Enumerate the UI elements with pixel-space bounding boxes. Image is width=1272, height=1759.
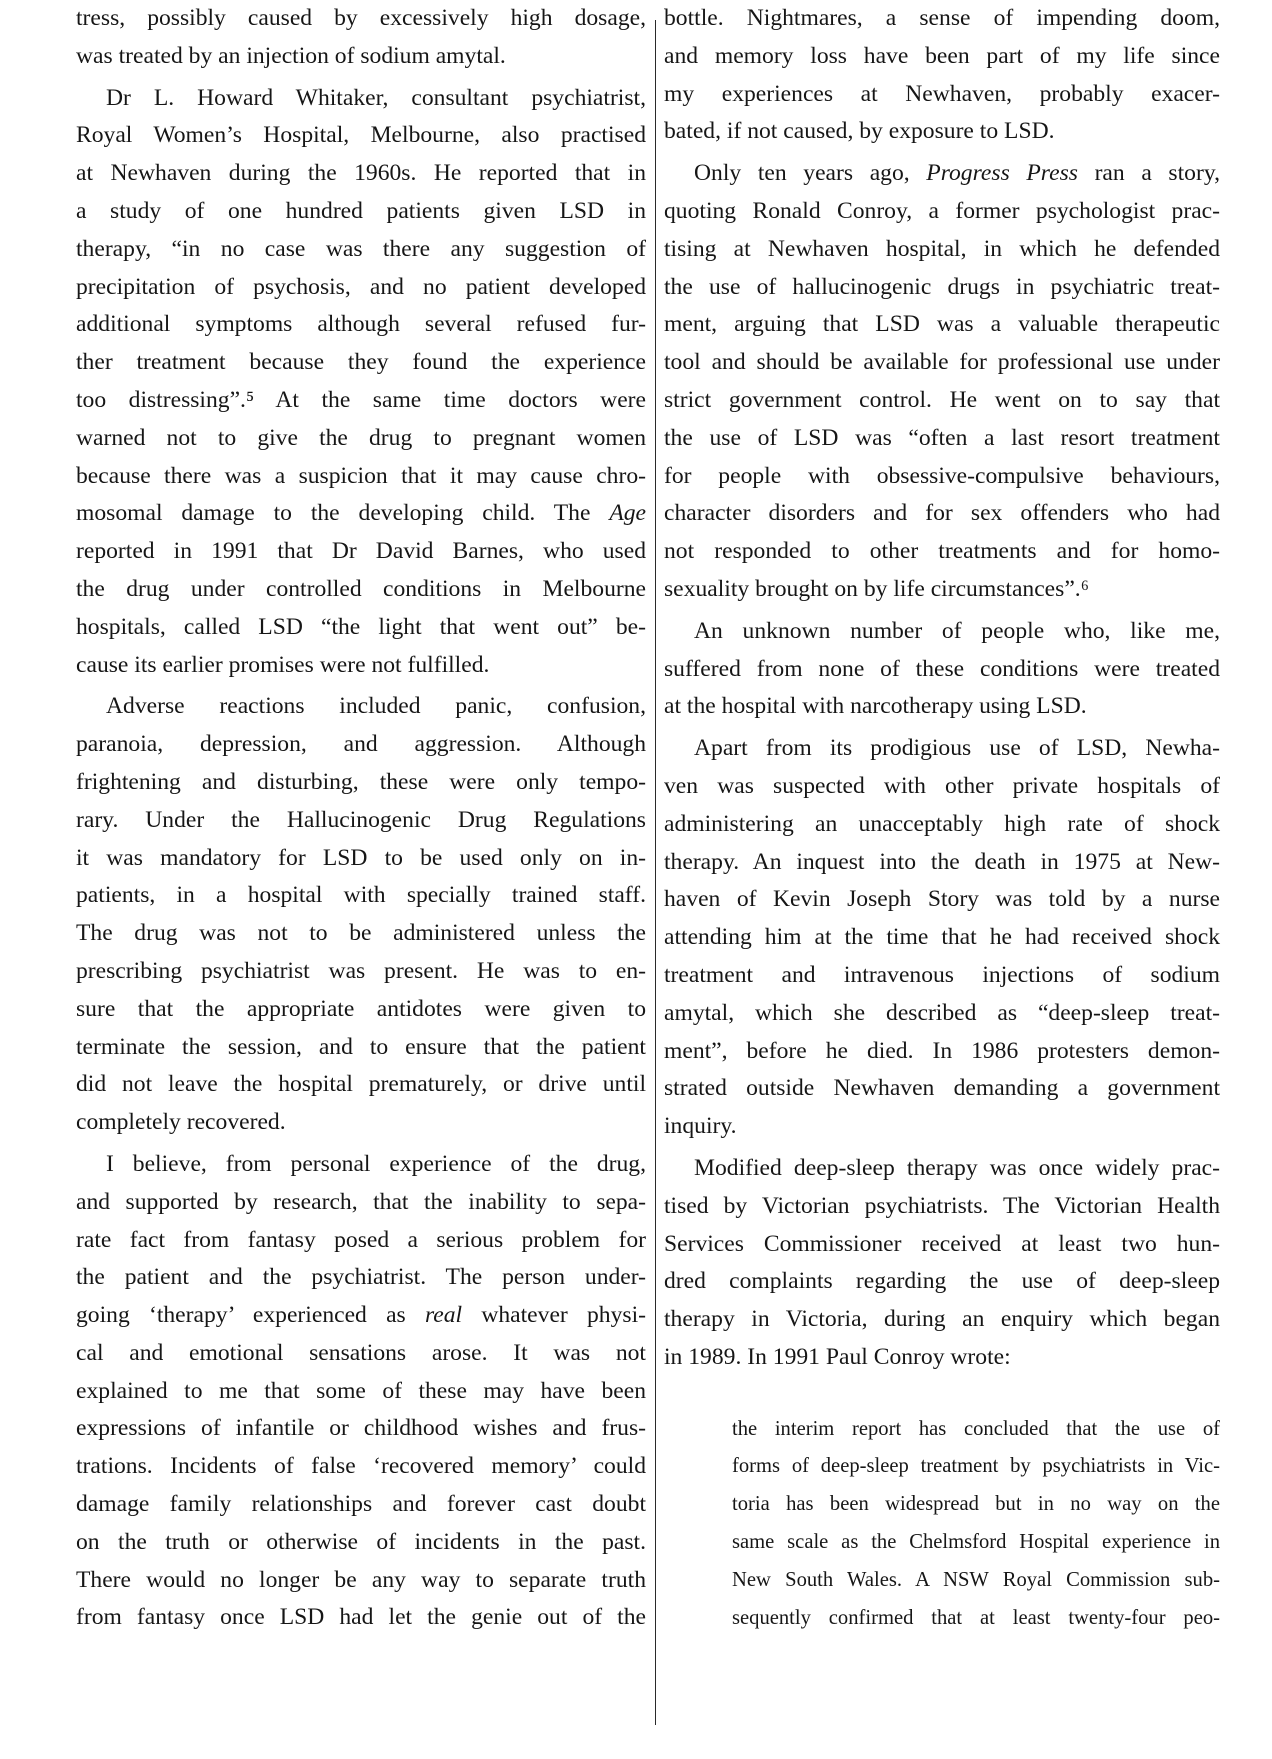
text-line: suffered from none of these conditions were treated [664,655,1220,682]
text-line: rate fact from fantasy posed a serious problem for [76,1226,646,1253]
text-line: rary. Under the Hallucinogenic Drug Regulations [76,806,646,833]
text-line: precipitation of psychosis, and no patient developed [76,273,646,300]
text-line: and memory loss have been part of my life since [664,42,1220,69]
text-line: warned not to give the drug to pregnant women [76,424,646,451]
text-line: for people with obsessive-compulsive behaviours, [664,462,1220,489]
italic-text: Progress Press [926,160,1078,187]
text-line: cause its earlier promises were not fulfilled. [76,651,490,678]
text-line: a study of one hundred patients given LSD in [76,197,646,224]
quote-line: sequently confirmed that at least twenty-four peo- [732,1606,1220,1629]
block-quote [664,1411,1220,1638]
text-line: because there was a suspicion that it may cause chro- [76,462,646,489]
quote-line: same scale as the Chelmsford Hospital experience in [732,1531,1220,1554]
text-line: administering an unacceptably high rate of shock [664,810,1220,837]
text-line: on the truth or otherwise of incidents in the past. [76,1528,646,1555]
text-line: terminate the session, and to ensure that the patient [76,1033,646,1060]
text-line: bated, if not caused, by exposure to LSD. [664,118,1055,145]
text-line: character disorders and for sex offenders who had [664,500,1220,527]
right-column-body [664,0,1220,1377]
text-line: haven of Kevin Joseph Story was told by a nurse [664,886,1220,913]
text-line: dred complaints regarding the use of deep-sleep [664,1268,1220,1295]
text-line: it was mandatory for LSD to be used only on in- [76,844,646,871]
text-line: sexuality brought on by life circumstances”.⁶ [664,575,1089,602]
right-column [664,0,1220,1637]
text-line: The drug was not to be administered unless the [76,920,646,947]
text-line: patients, in a hospital with specially trained staff. [76,882,646,909]
text-line: the drug under controlled conditions in Melbourne [76,575,646,602]
text-line: from fantasy once LSD had let the genie out of the [76,1604,646,1631]
text-line: ment, arguing that LSD was a valuable therapeutic [664,311,1220,338]
text-line: Services Commissioner received at least two hun- [664,1230,1220,1257]
text-line: reported in 1991 that Dr David Barnes, who used [76,538,646,565]
text-line: did not leave the hospital prematurely, or drive until [76,1071,646,1098]
text-line: at Newhaven during the 1960s. He reported that in [76,160,646,187]
text-line: and supported by research, that the inability to sepa- [76,1188,646,1215]
text-line: mosomal damage to the developing child. The Age [76,500,646,527]
text-line: Royal Women’s Hospital, Melbourne, also practised [76,122,646,149]
text-line: expressions of infantile or childhood wishes and frus- [76,1415,646,1442]
text-line: ven was suspected with other private hospitals of [664,772,1220,799]
text-line: going ‘therapy’ experienced as real whatever physi- [76,1302,646,1329]
text-line: Apart from its prodigious use of LSD, Newha- [694,735,1220,762]
text-line: in 1989. In 1991 Paul Conroy wrote: [664,1343,1011,1370]
text-line: bottle. Nightmares, a sense of impending doom, [664,5,1220,31]
text-line: paranoia, depression, and aggression. Although [76,731,646,758]
text-line: additional symptoms although several refused fur- [76,311,646,338]
italic-text: Age [609,500,646,527]
text-line: strict government control. He went on to say that [664,386,1220,413]
text-line: strated outside Newhaven demanding a government [664,1075,1220,1102]
text-line: hospitals, called LSD “the light that went out” be- [76,613,646,640]
text-line: completely recovered. [76,1109,286,1136]
text-line: explained to me that some of these may have been [76,1377,646,1404]
text-line: tised by Victorian psychiatrists. The Victorian Health [664,1192,1220,1219]
text-line: my experiences at Newhaven, probably exacer- [664,80,1220,107]
text-line: cal and emotional sensations arose. It was not [76,1339,646,1366]
text-line: tising at Newhaven hospital, in which he defended [664,235,1220,262]
quote-line: New South Wales. A NSW Royal Commission sub- [732,1568,1220,1591]
text-line: was treated by an injection of sodium amytal. [76,42,506,69]
text-line: Modified deep-sleep therapy was once widely prac- [694,1154,1220,1181]
text-line: too distressing”.⁵ At the same time doctors were [76,386,646,413]
quote-line: forms of deep-sleep treatment by psychiatrists in Vic- [732,1455,1220,1478]
text-line: the use of hallucinogenic drugs in psychiatric treat- [664,273,1220,300]
text-line: frightening and disturbing, these were only tempo- [76,768,646,795]
text-line: therapy in Victoria, during an enquiry which began [664,1306,1220,1333]
text-line: Dr L. Howard Whitaker, consultant psychiatrist, [106,84,646,111]
quote-line: toria has been widespread but in no way on the [732,1493,1220,1516]
text-line: tress, possibly caused by excessively high dosage, [76,5,646,31]
text-line: tool and should be available for professional use under [664,349,1220,376]
text-line: attending him at the time that he had received shock [664,924,1220,951]
text-line: Only ten years ago, Progress Press ran a story, [694,160,1220,187]
text-line: ment”, before he died. In 1986 protesters demon- [664,1037,1220,1064]
text-line: sure that the appropriate antidotes were given to [76,995,646,1022]
text-line: An unknown number of people who, like me, [694,617,1220,644]
text-line: therapy. An inquest into the death in 1975 at New- [664,848,1220,875]
text-line: therapy, “in no case was there any suggestion of [76,235,646,262]
italic-text: real [424,1302,463,1329]
text-line: the use of LSD was “often a last resort treatment [664,424,1220,451]
text-line: treatment and intravenous injections of sodium [664,961,1220,988]
text-line: the patient and the psychiatrist. The person under- [76,1264,646,1291]
text-line: I believe, from personal experience of the drug, [106,1150,646,1177]
text-line: damage family relationships and forever cast doubt [76,1491,646,1518]
left-column [76,0,646,1637]
text-line: amytal, which she described as “deep-sleep treat- [664,999,1220,1026]
text-line: not responded to other treatments and for homo- [664,538,1220,565]
quote-line: the interim report has concluded that the use of [732,1417,1220,1440]
text-line: at the hospital with narcotherapy using LSD. [664,693,1087,720]
column-divider [655,20,656,1725]
text-line: There would no longer be any way to separate truth [76,1566,646,1593]
text-line: ther treatment because they found the experience [76,349,646,376]
text-line: quoting Ronald Conroy, a former psychologist prac- [664,197,1220,224]
text-line: Adverse reactions included panic, confusion, [106,693,646,720]
text-line: inquiry. [664,1113,737,1140]
text-line: trations. Incidents of false ‘recovered memory’ could [76,1453,646,1480]
text-line: prescribing psychiatrist was present. He was to en- [76,957,646,984]
